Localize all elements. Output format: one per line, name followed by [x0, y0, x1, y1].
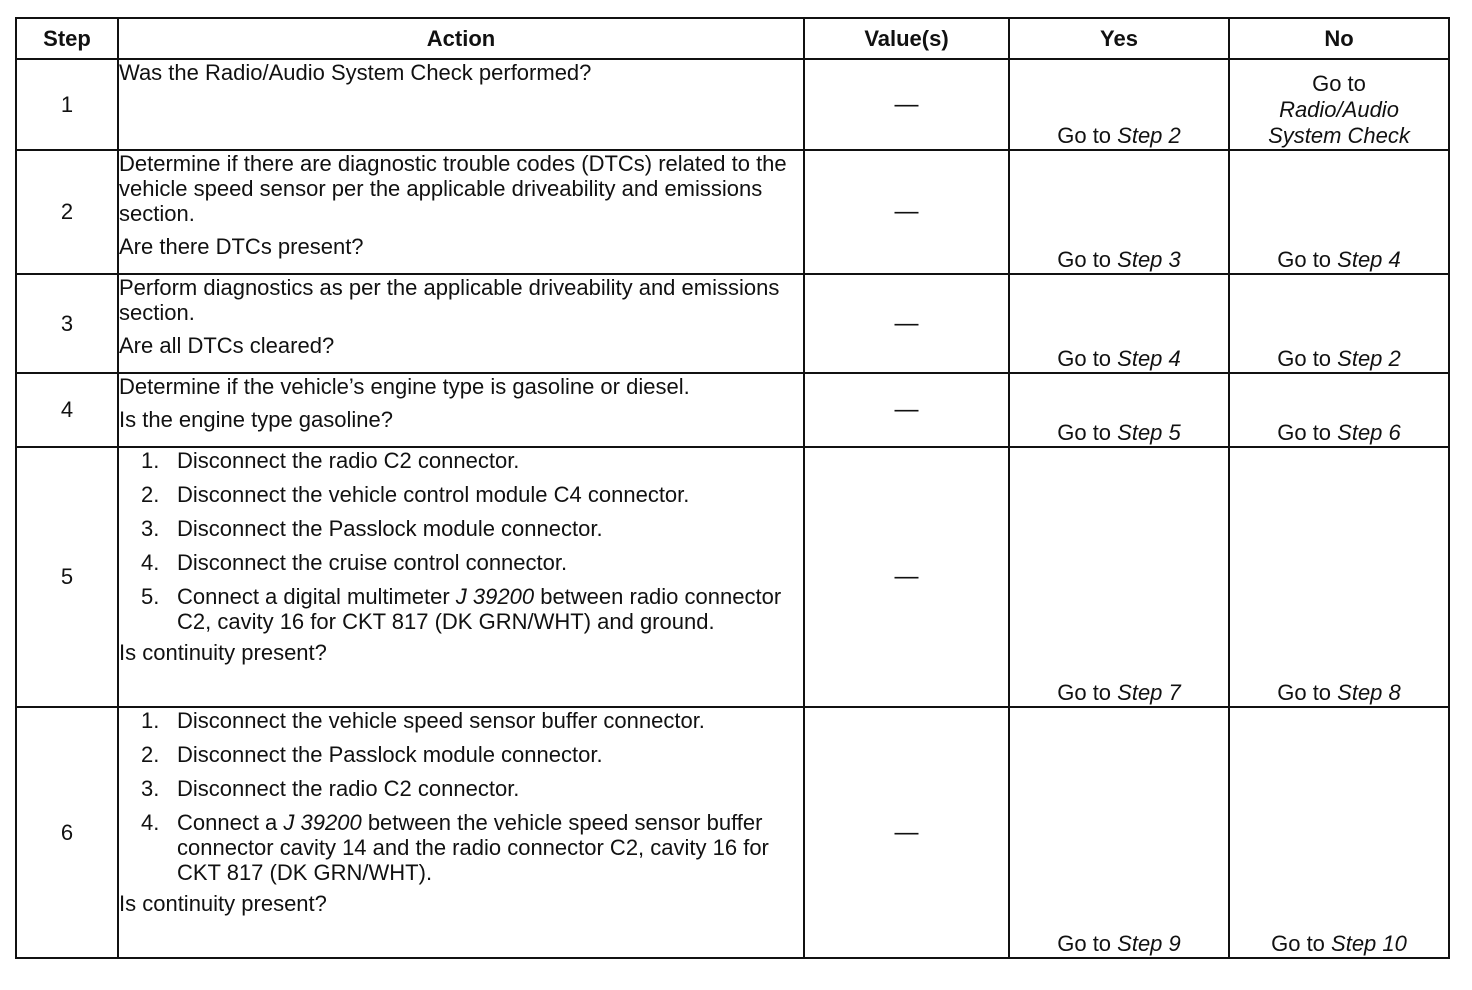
- yes-prefix: Go to: [1057, 247, 1118, 272]
- item-text: Disconnect the radio C2 connector.: [177, 776, 520, 801]
- step-number: 4: [16, 373, 118, 447]
- procedure-item: [119, 584, 803, 634]
- item-text: Disconnect the radio C2 connector.: [177, 448, 520, 473]
- action-question: Are there DTCs present?: [119, 234, 364, 259]
- value-cell: —: [804, 274, 1009, 373]
- item-number: 3.: [141, 776, 160, 801]
- item-number: 4.: [141, 810, 160, 835]
- procedure-list: [119, 448, 803, 634]
- item-text-post: between radio connector C2, cavity 16 for CKT 817 (DK GRN/WHT) and ground.: [177, 584, 782, 634]
- no-step-link: Step 2: [1337, 346, 1401, 371]
- action-question: Are all DTCs cleared?: [119, 333, 335, 358]
- no-prefix: Go to: [1277, 680, 1338, 705]
- action-text: Determine if there are diagnostic trouble codes (DTCs) related to the vehicle speed sensor per the applicable driveability and emissions section.: [119, 151, 787, 226]
- item-text-pre: Connect a: [177, 810, 284, 835]
- no-step-link: Step 10: [1331, 931, 1407, 956]
- no-prefix: Go to: [1277, 420, 1338, 445]
- action-cell: [118, 707, 804, 958]
- diagnostic-table: [15, 17, 1450, 959]
- action-question: Is continuity present?: [119, 640, 327, 665]
- yes-prefix: Go to: [1057, 680, 1118, 705]
- procedure-list: [119, 708, 803, 885]
- action-cell: [118, 150, 804, 274]
- header-row: [16, 18, 1449, 59]
- item-text: Disconnect the vehicle control module C4 connector.: [177, 482, 690, 507]
- step-number: 5: [16, 447, 118, 707]
- header-action: Action: [118, 18, 804, 59]
- procedure-item: [119, 776, 803, 801]
- header-step: Step: [16, 18, 118, 59]
- yes-cell: [1009, 707, 1229, 958]
- table-row: [16, 707, 1449, 958]
- value-cell: —: [804, 707, 1009, 958]
- yes-step-link: Step 9: [1117, 931, 1181, 956]
- action-text: Was the Radio/Audio System Check performed?: [119, 60, 592, 85]
- action-cell: [118, 447, 804, 707]
- no-prefix: Go to: [1277, 346, 1338, 371]
- action-question: Is continuity present?: [119, 891, 327, 916]
- tool-name: J 39200: [283, 810, 362, 835]
- yes-prefix: Go to: [1057, 346, 1118, 371]
- item-number: 1.: [141, 708, 160, 733]
- yes-prefix: Go to: [1057, 931, 1118, 956]
- header-yes: Yes: [1009, 18, 1229, 59]
- value-cell: —: [804, 150, 1009, 274]
- yes-step-link: Step 4: [1117, 346, 1181, 371]
- value-cell: —: [804, 447, 1009, 707]
- no-prefix: Go to: [1271, 931, 1332, 956]
- action-question: Is the engine type gasoline?: [119, 407, 393, 432]
- table-row: [16, 59, 1449, 150]
- no-prefix: Go to: [1277, 247, 1338, 272]
- action-cell: [118, 373, 804, 447]
- procedure-item: [119, 708, 803, 733]
- yes-step-link: Step 3: [1117, 247, 1181, 272]
- yes-prefix: Go to: [1057, 420, 1118, 445]
- item-number: 1.: [141, 448, 160, 473]
- item-number: 4.: [141, 550, 160, 575]
- action-cell: [118, 274, 804, 373]
- item-text: Disconnect the cruise control connector.: [177, 550, 568, 575]
- no-cell: [1229, 373, 1449, 447]
- no-cell: [1229, 447, 1449, 707]
- no-cell: [1229, 150, 1449, 274]
- table-row: [16, 373, 1449, 447]
- procedure-item: [119, 516, 803, 541]
- no-step-link: Step 6: [1337, 420, 1401, 445]
- procedure-item: [119, 810, 803, 885]
- procedure-item: [119, 550, 803, 575]
- item-text: Disconnect the vehicle speed sensor buffer connector.: [177, 708, 705, 733]
- yes-cell: [1009, 373, 1229, 447]
- item-text-pre: Connect a digital multimeter: [177, 584, 456, 609]
- no-prefix: Go to: [1312, 71, 1366, 96]
- procedure-item: [119, 448, 803, 473]
- step-number: 6: [16, 707, 118, 958]
- procedure-item: [119, 482, 803, 507]
- table-row: [16, 150, 1449, 274]
- step-number: 3: [16, 274, 118, 373]
- item-number: 3.: [141, 516, 160, 541]
- procedure-item: [119, 742, 803, 767]
- yes-cell: [1009, 447, 1229, 707]
- yes-cell: [1009, 150, 1229, 274]
- item-text: Disconnect the Passlock module connector.: [177, 742, 603, 767]
- yes-prefix: Go to: [1057, 123, 1118, 148]
- no-ref-line-2: System Check: [1268, 123, 1410, 148]
- action-text: Perform diagnostics as per the applicable driveability and emissions section.: [119, 275, 780, 325]
- item-text-post: between the vehicle speed sensor buffer connector cavity 14 and the radio connector C2, cavity 16 for CKT 817 (DK GRN/WHT).: [177, 810, 769, 885]
- no-cell: [1229, 274, 1449, 373]
- item-number: 2.: [141, 742, 160, 767]
- action-text: Determine if the vehicle’s engine type is gasoline or diesel.: [119, 374, 690, 399]
- value-cell: —: [804, 59, 1009, 150]
- step-number: 1: [16, 59, 118, 150]
- yes-cell: [1009, 59, 1229, 150]
- yes-step-link: Step 7: [1117, 680, 1181, 705]
- no-step-link: Step 4: [1337, 247, 1401, 272]
- value-cell: —: [804, 373, 1009, 447]
- no-step-link: Step 8: [1337, 680, 1401, 705]
- item-number: 2.: [141, 482, 160, 507]
- table-row: [16, 447, 1449, 707]
- no-ref-line-1: Radio/Audio: [1279, 97, 1399, 122]
- no-cell: [1229, 59, 1449, 150]
- yes-cell: [1009, 274, 1229, 373]
- yes-step-link: Step 2: [1117, 123, 1181, 148]
- yes-step-link: Step 5: [1117, 420, 1181, 445]
- table-row: [16, 274, 1449, 373]
- no-cell: [1229, 707, 1449, 958]
- header-no: No: [1229, 18, 1449, 59]
- item-number: 5.: [141, 584, 160, 609]
- item-text: Disconnect the Passlock module connector.: [177, 516, 603, 541]
- action-cell: [118, 59, 804, 150]
- step-number: 2: [16, 150, 118, 274]
- header-values: Value(s): [804, 18, 1009, 59]
- tool-name: J 39200: [455, 584, 535, 609]
